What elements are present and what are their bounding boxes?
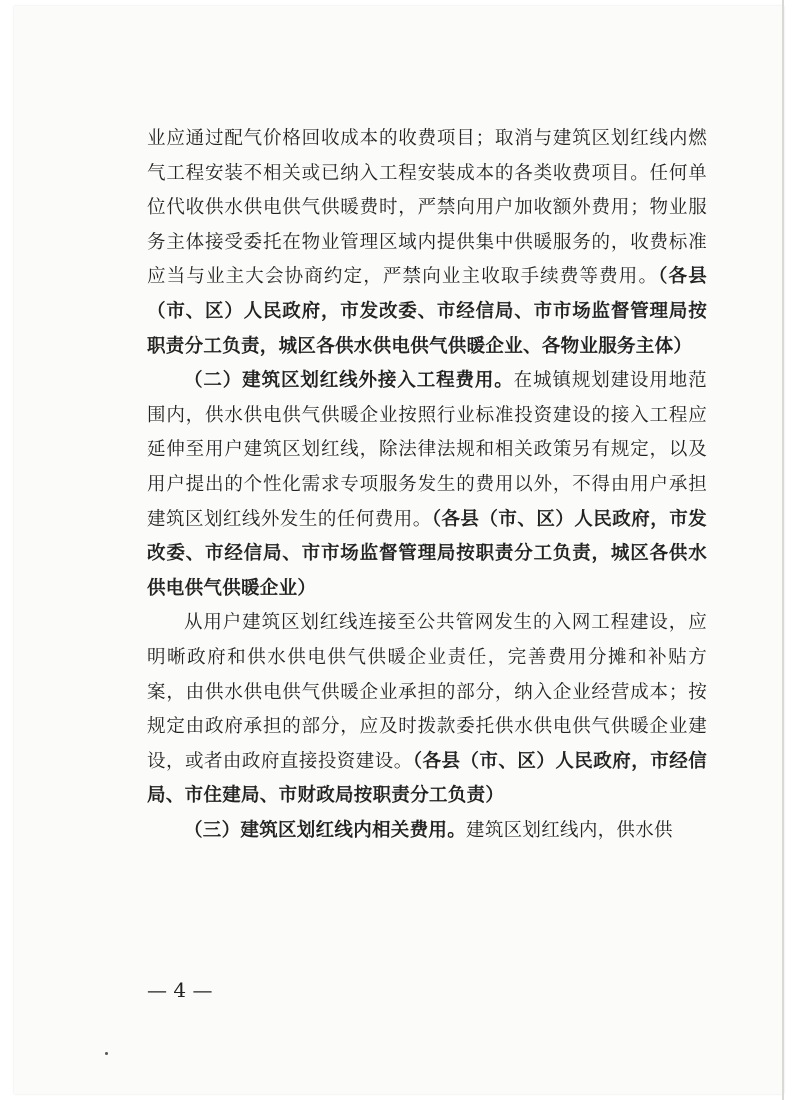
paragraph-4 — [147, 814, 707, 849]
paragraph-3-text: 从用户建筑区划红线连接至公共管网发生的入网工程建设，应明晰政府和供水供电供气供暖企业责任，完善费用分摊和补贴方案，由供水供电供气供暖企业承担的部分，纳入企业经营成本；按规定由政府承担的部分，应及时拨款委托供水供电供气供暖企业建设，或者由政府直接投资建设。 — [147, 612, 707, 772]
section-heading-3: （三）建筑区划红线内相关费用。 — [184, 819, 467, 841]
page-edge — [782, 0, 784, 1100]
scan-speck — [105, 1052, 108, 1055]
page-number: — 4 — — [147, 978, 213, 1002]
document-body — [147, 122, 707, 848]
paragraph-1-note: （各县（市、区）人民政府，市发改委、市经信局、市市场监督管理局按职责分工负责，城区各供水供电供气供暖企业、各物业服务主体） — [147, 266, 707, 357]
section-heading-2: （二）建筑区划红线外接入工程费用。 — [184, 370, 514, 392]
paragraph-3 — [147, 606, 707, 814]
paragraph-2-note: （各县（市、区）人民政府，市发改委、市经信局、市市场监督管理局按职责分工负责，城区各供水供电供气供暖企业） — [147, 508, 707, 599]
paragraph-2-text: 在城镇规划建设用地范围内，供水供电供气供暖企业按照行业标准投资建设的接入工程应延伸至用户建筑区划红线，除法律法规和相关政策另有规定，以及用户提出的个性化需求专项服务发生的费用以外，不得由用户承担建筑区划红线外发生的任何费用。 — [147, 370, 707, 530]
paragraph-1-text: 业应通过配气价格回收成本的收费项目；取消与建筑区划红线内燃气工程安装不相关或已纳入工程安装成本的各类收费项目。任何单位代收供水供电供气供暖费时，严禁向用户加收额外费用；物业服务主体接受委托在物业管理区域内提供集中供暖服务的，收费标准应当与业主大会协商约定，严禁向业主收取手续费等费用。 — [147, 128, 707, 288]
paragraph-1 — [147, 122, 707, 364]
paragraph-2 — [147, 364, 707, 606]
paragraph-4-text: 建筑区划红线内，供水供 — [466, 819, 673, 841]
paragraph-3-note: （各县（市、区）人民政府，市经信局、市住建局、市财政局按职责分工负责） — [147, 750, 707, 807]
